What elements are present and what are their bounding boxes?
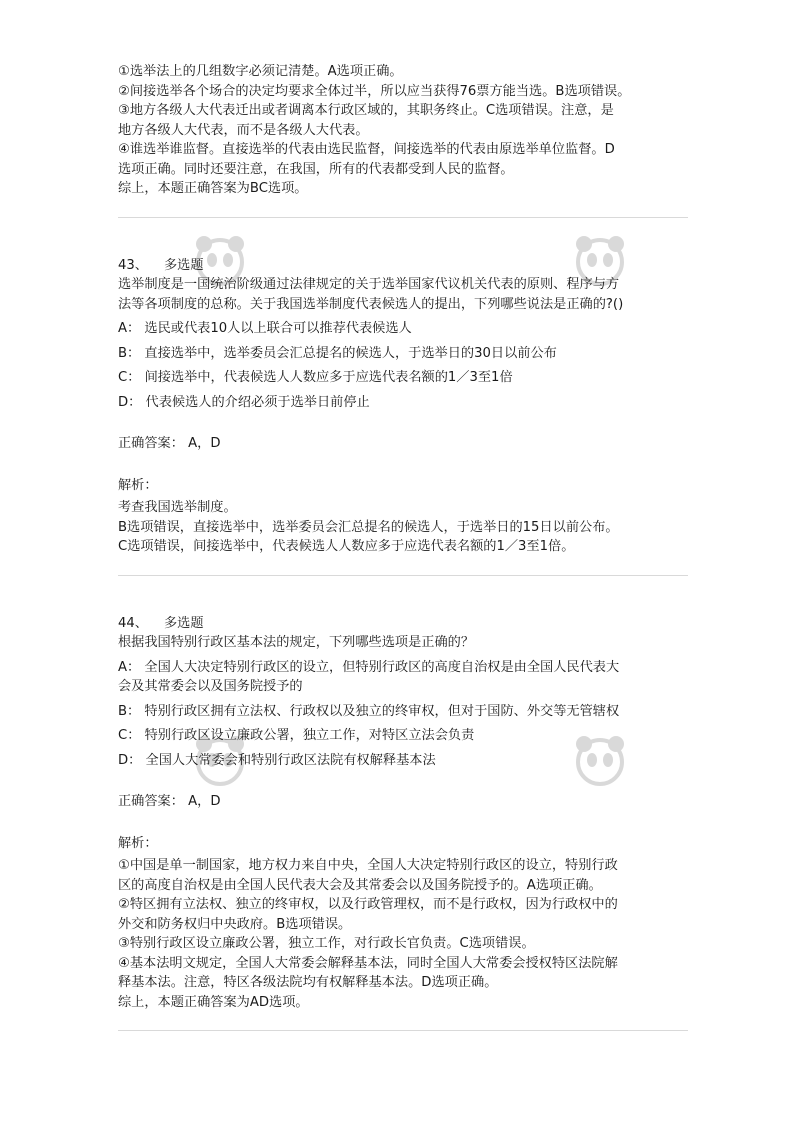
question-type: 多选题 [163,257,204,273]
option-c: C： 特别行政区设立廉政公署，独立工作，对特区立法会负责 [118,728,475,743]
analysis-line: ②间接选举各个场合的决定均要求全体过半，所以应当获得76票方能当选。B选项错误。 [118,83,631,99]
analysis-line: ①中国是单一制国家，地方权力来自中央，全国人大决定特别行政区的设立，特别行政 [118,858,618,873]
question-44 [118,614,688,1013]
analysis-line: ④基本法明文规定，全国人大常委会解释基本法，同时全国人大常委会授权特区法院解 [118,955,618,971]
analysis-line: 地方各级人大代表，而不是各级人大代表。 [118,122,369,138]
correct-answer: 正确答案： A，D [118,794,221,809]
question-header [118,614,688,634]
option-b: B： 特别行政区拥有立法权、行政权以及独立的终审权，但对于国防、外交等无管辖权 [118,703,620,719]
correct-answer: 正确答案： A，D [118,436,221,451]
prev-analysis [118,62,688,199]
analysis-line: 考查我国选举制度。 [118,500,237,515]
analysis-line: ④谁选举谁监督。直接选举的代表由选民监督，间接选举的代表由原选举单位监督。D [118,142,615,157]
analysis-line: 外交和防务权归中央政府。B选项错误。 [118,916,352,932]
question-43 [118,256,688,557]
analysis-line: ②特区拥有立法权、独立的终审权，以及行政管理权，而不是行政权，因为行政权中的 [118,897,618,912]
option-a: A： 选民或代表10人以上联合可以推荐代表候选人 [118,321,412,336]
analysis-line: 区的高度自治权是由全国人民代表大会及其常委会以及国务院授予的。A选项正确。 [118,877,602,893]
analysis-line: B选项错误，直接选举中，选举委员会汇总提名的候选人，于选举日的15日以前公布。 [118,519,619,535]
option-a: A： 全国人大决定特别行政区的设立，但特别行政区的高度自治权是由全国人民代表大 会及其常委会以及国务院授予的 [118,659,620,694]
option-b: B： 直接选举中，选举委员会汇总提名的候选人，于选举日的30日以前公布 [118,345,557,361]
divider [118,1030,688,1031]
analysis-line: 释基本法。注意，特区各级法院均有权解释基本法。D选项正确。 [118,975,498,990]
document-content [118,62,688,1031]
question-type: 多选题 [163,615,204,631]
analysis-line: ③特别行政区设立廉政公署，独立工作，对行政长官负责。C选项错误。 [118,936,535,951]
question-number: 43、 [118,257,148,273]
question-stem: 选举制度是一国统治阶级通过法律规定的关于选举国家代议机关代表的原则、程序与方 [118,277,620,292]
question-stem: 法等各项制度的总称。关于我国选举制度代表候选人的提出，下列哪些说法是正确的?() [118,296,624,312]
question-number: 44、 [118,615,148,631]
option-d: D： 代表候选人的介绍必须于选举日前停止 [118,394,370,410]
analysis-line: 选项正确。同时还要注意，在我国，所有的代表都受到人民的监督。 [118,161,514,177]
analysis-label: 解析： [118,477,158,493]
analysis-line: ①选举法上的几组数字必须记清楚。A选项正确。 [118,64,403,79]
analysis-line: 综上，本题正确答案为BC选项。 [118,181,308,196]
question-stem: 根据我国特别行政区基本法的规定，下列哪些选项是正确的？ [118,635,475,650]
question-header [118,256,688,276]
option-c: C： 间接选举中，代表候选人人数应多于应选代表名额的1／3至1倍 [118,370,513,385]
analysis-line: 综上，本题正确答案为AD选项。 [118,994,309,1010]
option-d: D： 全国人大常委会和特别行政区法院有权解释基本法 [118,752,436,768]
analysis-label: 解析： [118,835,158,851]
analysis-line: C选项错误，间接选举中，代表候选人人数应多于应选代表名额的1／3至1倍。 [118,539,575,554]
analysis-line: ③地方各级人大代表迁出或者调离本行政区域的，其职务终止。C选项错误。注意，是 [118,103,614,118]
